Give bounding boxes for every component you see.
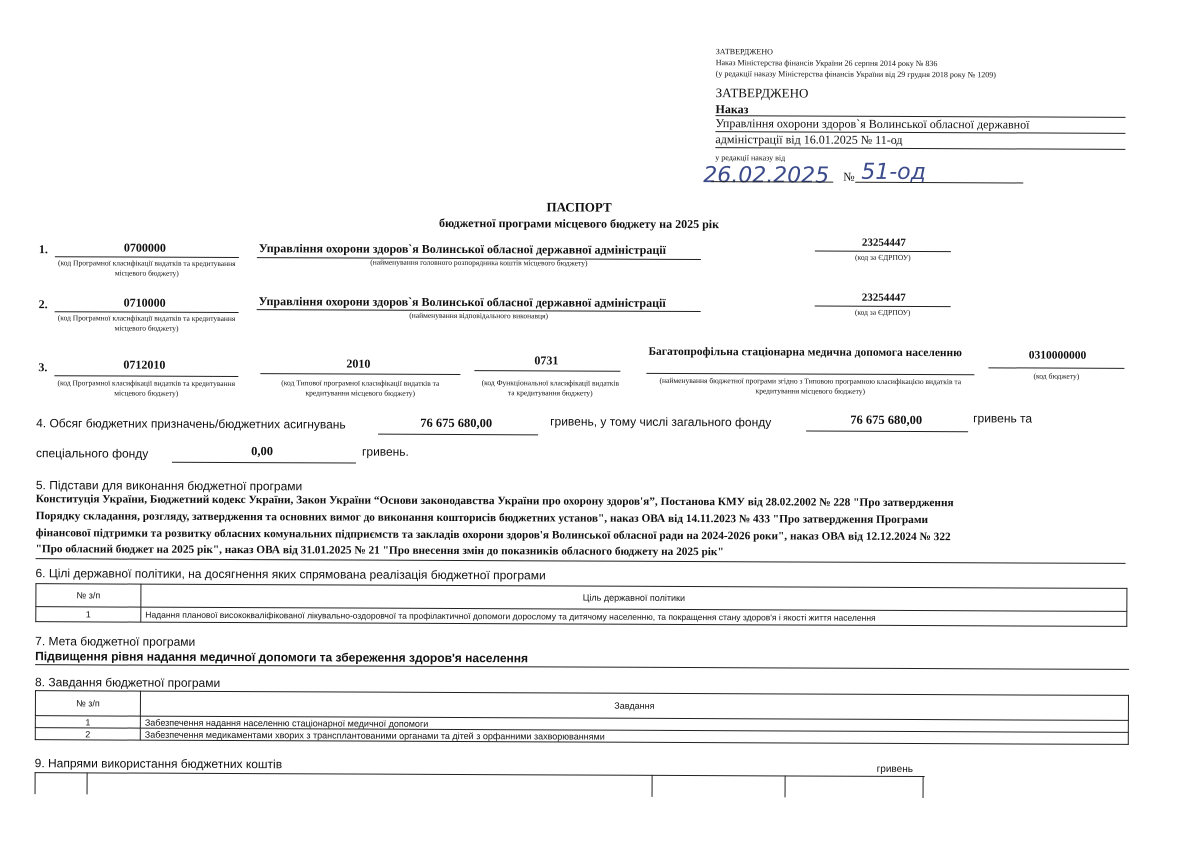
- row3-program-code: 0712010: [123, 357, 166, 372]
- row3-typical-code: 2010: [346, 356, 371, 371]
- row3-budget-caption: (код бюджету): [1033, 371, 1080, 381]
- basis-underline: [36, 558, 1126, 564]
- row3-program-line: [646, 373, 974, 375]
- approval-header: ЗАТВЕРДЖЕНО: [715, 85, 809, 101]
- edition-label: у редакції наказу від: [715, 153, 786, 163]
- program-goal-underline: [35, 664, 1129, 670]
- special-fund-label: спеціального фонду: [35, 446, 149, 461]
- row3-functional-caption: (код Функціональної класифікації видатків та кредитування бюджету): [481, 378, 620, 398]
- basis-line-1: Конституція України, Бюджетний кодекс України, Закон України “Основи законодавства України про охорону здоров'я”, Постанова КМУ від 28.02.2002 № 228 "Про затвердження: [35, 493, 954, 510]
- section6-label: 6. Цілі державної політики, на досягнення яких спрямована реалізація бюджетної програми: [35, 566, 546, 583]
- row3-typical-caption: (код Типової програмної класифікації видатків та кредитування місцевого бюджету): [281, 378, 440, 398]
- directions-col-3: [652, 775, 653, 797]
- row3-functional-code: 0731: [534, 353, 559, 368]
- row3-budget-code: 0310000000: [1028, 349, 1087, 362]
- task-row-text: Забезпечення надання населенню стаціонарної медичної допомоги: [140, 716, 1128, 732]
- goal-row-num: 1: [36, 607, 141, 622]
- section5-label: 5. Підстави для виконання бюджетної програми: [35, 478, 303, 494]
- handwritten-number: 51-од: [861, 159, 926, 186]
- row2-code-caption: (код Програмної класифікації видатків та кредитування місцевого бюджету): [57, 313, 236, 333]
- section9-label: 9. Напрями використання бюджетних коштів: [34, 756, 283, 772]
- row2-edrpou-caption: (код за ЄДРПОУ): [854, 307, 911, 317]
- task-row-text: Забезпечення медикаментами хворих з трансплантованими органами та дітей з орфанними захворюваннями: [140, 728, 1128, 744]
- row3-number: 3.: [38, 360, 48, 375]
- row1-number: 1.: [38, 242, 48, 257]
- goal-row-text: Надання планової висококваліфікованої лікувально-оздоровчої та профілактичної допомоги дорослому та дитячому населенню, та покращення стану здоров'я і якості життя населення: [141, 607, 1127, 626]
- goals-header-num: № з/п: [36, 584, 141, 607]
- special-fund-end: гривень.: [362, 444, 409, 459]
- special-fund-amount: 0,00: [251, 444, 274, 459]
- department-line2: адміністрації від 16.01.2025 № 11-од: [715, 132, 903, 147]
- department-line1: Управління охорони здоров`я Волинської обласної державної: [715, 116, 1030, 132]
- directions-col-4: [785, 775, 786, 797]
- policy-goals-table: [35, 583, 1127, 627]
- row1-edrpou: 23254447: [861, 236, 906, 249]
- ministry-order-edition: (у редакції наказу Міністерства фінансів України від 29 грудня 2018 року № 1209): [715, 69, 996, 80]
- total-appropriation-line: [378, 434, 538, 436]
- department-underline-2: [715, 147, 1125, 150]
- program-tasks-table: [35, 690, 1129, 745]
- row3-code-line: [54, 375, 238, 377]
- row3-program-caption: (найменування бюджетної програми згідно з Типовою програмною класифікацією видатків та кредитування місцевого бюджету): [659, 375, 962, 396]
- program-goal: Підвищення рівня надання медичної допомоги та збереження здоров'я населення: [35, 649, 529, 666]
- row1-manager-name: Управління охорони здоров`я Волинської обласної державної адміністрації: [258, 241, 666, 257]
- currency-unit: гривень: [876, 763, 913, 775]
- task-row-num: 1: [35, 716, 140, 728]
- row2-name-caption: (найменування відповідального виконавця): [409, 310, 549, 321]
- section7-label: 7. Мета бюджетної програми: [35, 634, 196, 649]
- document-subtitle: бюджетної програми місцевого бюджету на 2025 рік: [439, 215, 720, 232]
- section4-label: 4. Обсяг бюджетних призначень/бюджетних асигнувань: [36, 416, 346, 432]
- approval-header-small: ЗАТВЕРДЖЕНО: [715, 47, 773, 57]
- section8-label: 8. Завдання бюджетної програми: [34, 675, 221, 690]
- directions-col-5: [923, 776, 924, 798]
- row1-program-code: 0700000: [123, 240, 166, 255]
- section4-mid-text: гривень, у тому числі загального фонду: [550, 414, 772, 430]
- document-title: ПАСПОРТ: [546, 199, 612, 215]
- directions-col-2: [87, 772, 88, 794]
- row1-name-caption: (найменування головного розпорядника коштів місцевого бюджету): [370, 257, 588, 268]
- general-fund-line: [806, 431, 968, 433]
- handwritten-date: 26.02.2025: [703, 163, 830, 189]
- directions-col-1: [35, 772, 36, 794]
- row2-program-code: 0710000: [123, 295, 166, 310]
- basis-line-3: фінансової підтримки та розвитку обласних комунальних підприємств та закладів охорони здоров'я Волинської обласної ради на 2024-2026 роки", наказ ОВА від 12.12.2024 № 322: [35, 527, 951, 544]
- total-appropriation: 76 675 680,00: [420, 415, 493, 431]
- basis-line-2: Порядку складання, розгляду, затвердження та основних вимог до виконання кошторисів бюджетних установ", наказ ОВА від 14.11.2023 № 433 "Про затвердження Програми: [35, 510, 929, 527]
- row2-edrpou: 23254447: [861, 291, 906, 304]
- row2-executor-name: Управління охорони здоров`я Волинської обласної державної адміністрації: [258, 294, 666, 310]
- row1-code-caption: (код Програмної класифікації видатків та кредитування місцевого бюджету): [58, 258, 236, 278]
- tasks-header-task: Завдання: [140, 691, 1128, 720]
- task-row-num: 2: [35, 728, 140, 740]
- row3-program-name: Багатопрофільна стаціонарна медична допомога населенню: [648, 345, 963, 360]
- order-label: Наказ: [715, 102, 749, 117]
- basis-line-4: "Про обласний бюджет на 2025 рік", наказ ОВА від 31.01.2025 № 21 "Про внесення змін до показників обласного бюджету на 2025 рік": [35, 543, 724, 559]
- directions-table-top: [35, 772, 925, 777]
- ministry-order: Наказ Міністерства фінансів України 26 серпня 2014 року № 836: [715, 58, 938, 69]
- row3-typical-line: [260, 373, 460, 375]
- row2-number: 2.: [38, 297, 48, 312]
- general-fund-amount: 76 675 680,00: [850, 412, 923, 428]
- goals-header-goal: Ціль державної політики: [141, 584, 1127, 611]
- row1-edrpou-caption: (код за ЄДРПОУ): [855, 252, 911, 262]
- row3-functional-line: [474, 370, 620, 372]
- special-fund-line: [172, 462, 356, 464]
- number-sign: №: [843, 169, 855, 184]
- section4-end-text: гривень та: [973, 411, 1033, 426]
- tasks-header-num: № з/п: [35, 691, 140, 716]
- row3-budget-line: [988, 367, 1124, 369]
- row3-code-caption: (код Програмної класифікації видатків та кредитування місцевого бюджету): [57, 378, 236, 398]
